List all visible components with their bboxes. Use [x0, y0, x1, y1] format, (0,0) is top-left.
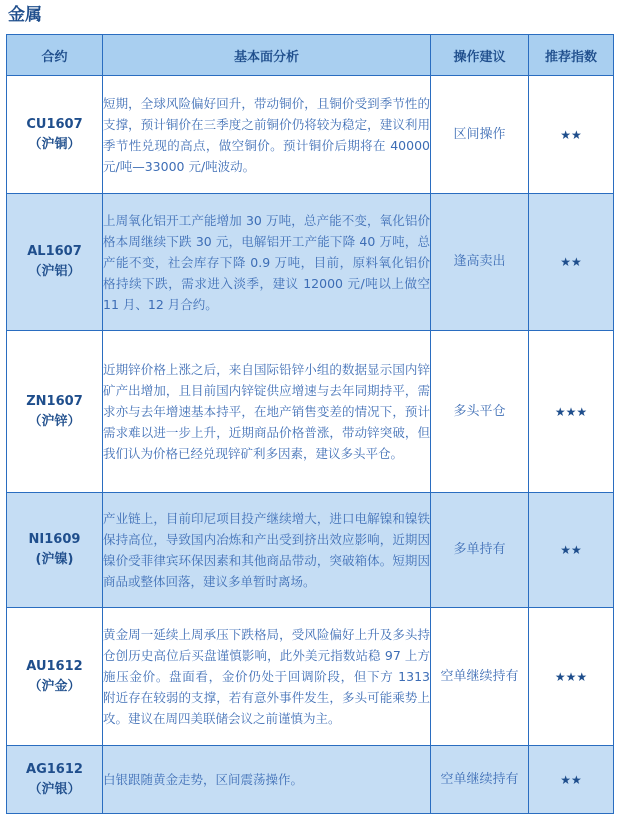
advice-cell: 逢高卖出	[431, 194, 529, 331]
rating-stars: ★★★	[529, 331, 614, 493]
advice-cell: 多头平仓	[431, 331, 529, 493]
analysis-cell: 短期，全球风险偏好回升，带动铜价，且铜价受到季节性的支撑，预计铜价在三季度之前铜价仍将较为稳定，建议利用季节性兑现的高点，做空铜价。预计铜价后期将在 40000 元/吨—33000 元/吨波动。	[103, 76, 431, 194]
contract-code: CU1607	[26, 116, 83, 132]
contract-name: （沪铝）	[28, 264, 81, 279]
table-row	[7, 331, 614, 493]
advice-cell: 空单继续持有	[431, 608, 529, 746]
rating-stars: ★★★	[529, 608, 614, 746]
rating-stars: ★★	[529, 493, 614, 608]
rating-stars: ★★	[529, 194, 614, 331]
contract-cell	[7, 746, 103, 814]
contract-name: (沪镍)	[35, 552, 74, 567]
header-advice: 操作建议	[431, 35, 529, 76]
contract-name: （沪锌）	[28, 413, 81, 429]
table-row	[7, 608, 614, 746]
contract-code: AU1612	[26, 658, 83, 674]
contract-cell	[7, 331, 103, 493]
analysis-cell: 白银跟随黄金走势，区间震荡操作。	[103, 746, 431, 814]
contract-cell	[7, 493, 103, 608]
table-row	[7, 493, 614, 608]
contract-code: NI1609	[28, 532, 81, 547]
rating-stars: ★★	[529, 76, 614, 194]
contract-cell	[7, 194, 103, 331]
contract-name: （沪银）	[28, 781, 81, 797]
table-row	[7, 76, 614, 194]
contract-cell	[7, 608, 103, 746]
advice-cell: 多单持有	[431, 493, 529, 608]
table-row	[7, 746, 614, 814]
header-contract: 合约	[7, 35, 103, 76]
analysis-cell: 上周氧化铝开工产能增加 30 万吨，总产能不变，氧化铝价格本周继续下跌 30 元，电解铝开工产能下降 40 万吨，总产能不变，社会库存下降 0.9 万吨，目前，原料氧化铝价格持续下跌，需求进入淡季，建议 12000 元/吨以上做空 11 月、12 月合约。	[103, 194, 431, 331]
contract-cell	[7, 76, 103, 194]
contract-name: （沪金）	[28, 678, 81, 694]
analysis-cell: 近期锌价格上涨之后，来自国际铅锌小组的数据显示国内锌矿产出增加，且目前国内锌锭供应增速与去年同期持平，需求亦与去年增速基本持平，在地产销售变差的情况下，预计需求难以进一步上升，近期商品价格普涨，带动锌突破，但我们认为价格已经兑现锌矿利多因素，建议多头平仓。	[103, 331, 431, 493]
table-header-row	[7, 35, 614, 76]
analysis-cell: 产业链上，目前印尼项目投产继续增大，进口电解镍和镍铁保持高位，导致国内冶炼和产出受到挤出效应影响，近期因镍价受菲律宾环保因素和其他商品带动，突破箱体。短期因商品或整体回落，建议多单暂时离场。	[103, 493, 431, 608]
section-title: 金属	[8, 5, 42, 25]
contract-code: AL1607	[27, 244, 82, 259]
metals-table	[6, 34, 614, 814]
analysis-cell: 黄金周一延续上周承压下跌格局，受风险偏好上升及多头持仓创历史高位后买盘谨慎影响，此外美元指数站稳 97 上方施压金价。盘面看，金价仍处于回调阶段，但下方 1313 附近存在较弱的支撑，若有意外事件发生，多头可能乘势上攻。建议在周四美联储会议之前谨慎为主。	[103, 608, 431, 746]
advice-cell: 空单继续持有	[431, 746, 529, 814]
header-analysis: 基本面分析	[103, 35, 431, 76]
header-rating: 推荐指数	[529, 35, 614, 76]
contract-code: AG1612	[26, 761, 83, 777]
rating-stars: ★★	[529, 746, 614, 814]
contract-name: （沪铜）	[28, 136, 81, 152]
advice-cell: 区间操作	[431, 76, 529, 194]
table-row	[7, 194, 614, 331]
contract-code: ZN1607	[26, 393, 83, 409]
